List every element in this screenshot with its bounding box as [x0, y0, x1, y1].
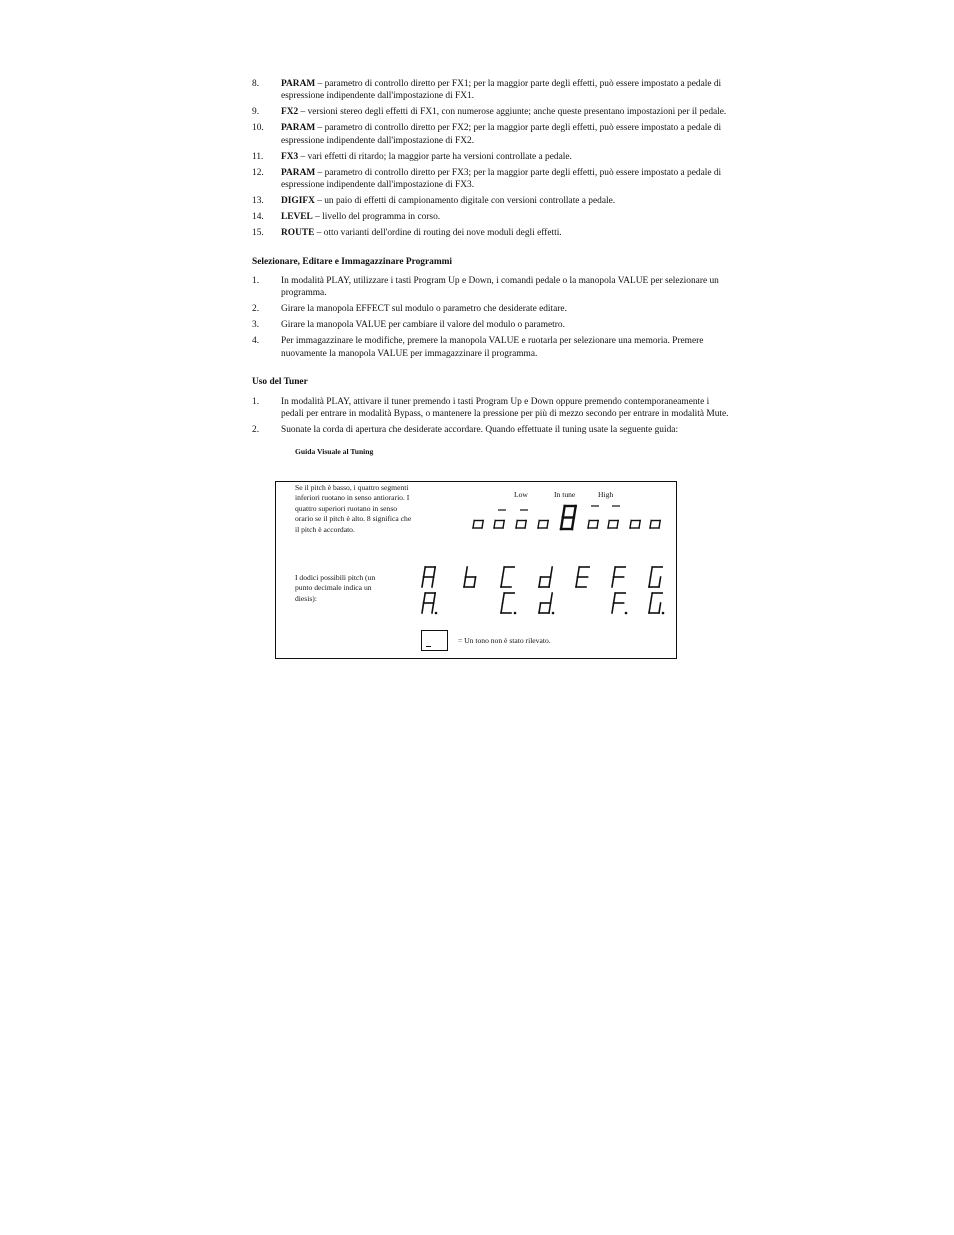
segment-f	[651, 593, 653, 603]
list-item	[252, 227, 732, 239]
segment-f	[614, 567, 616, 577]
segment-c	[503, 521, 504, 529]
list-text: – versioni stereo degli effetti di FX1, con numerose aggiunte; anche queste presentano impostazioni per il pedale.	[298, 107, 727, 118]
segment-c	[549, 577, 551, 587]
segment-f	[651, 567, 653, 577]
list-text: Suonate la corda di apertura che desiderate accordare. Quando effettuate il tuning usate la seguente guida:	[281, 425, 679, 436]
segment-digit-d	[539, 567, 552, 587]
segment-f	[563, 506, 565, 518]
segment-f	[466, 567, 468, 577]
segment-f	[424, 593, 426, 603]
list-item	[252, 335, 732, 360]
segment-e	[539, 577, 541, 587]
label-in-tune: In tune	[554, 490, 576, 499]
tuner-steps	[252, 396, 732, 437]
section-title-programs: Selezionare, Editare e Immagazzinare Programmi	[252, 256, 453, 267]
segment-e	[516, 521, 517, 529]
segment-digit-A	[422, 593, 437, 614]
list-text: Per immagazzinare le modifiche, premere la manopola VALUE e ruotarla per selezionare una memoria. Premere nuovamente la manopola VALUE per immagazzinare il programma.	[281, 336, 704, 359]
segment-digit-box	[608, 521, 618, 529]
segment-e	[608, 521, 609, 529]
segment-b	[551, 593, 553, 603]
list-number: 1.	[252, 396, 260, 407]
section-title-tuner: Uso del Tuner	[252, 377, 308, 388]
list-text: – parametro di controllo diretto per FX3; per la maggior parte degli effetti, può essere impostato a pedale di espressione indipendente dall'impostazione di FX3.	[281, 167, 722, 191]
sharp-dot	[514, 612, 517, 615]
segment-c	[572, 518, 574, 530]
segment-c	[547, 521, 548, 529]
segment-e	[473, 521, 474, 529]
programs-steps	[252, 275, 732, 360]
segment-e	[649, 603, 651, 613]
segment-e	[539, 603, 541, 613]
list-number: 8.	[252, 79, 260, 89]
module-list	[252, 78, 732, 240]
segment-b	[551, 567, 553, 577]
label-low: Low	[514, 490, 528, 499]
segment-f	[503, 593, 505, 603]
sharp-notes-row	[422, 593, 664, 614]
segment-c	[597, 521, 598, 529]
segment-f	[578, 567, 580, 577]
segment-digit-box	[516, 521, 526, 529]
no-tone-display-icon	[421, 630, 448, 651]
segment-e	[561, 518, 563, 530]
segment-digit-F	[612, 567, 625, 587]
list-number: 15.	[252, 228, 264, 239]
list-item	[252, 275, 732, 300]
segment-c	[474, 577, 476, 587]
seven-segment-display	[276, 482, 678, 660]
segment-digit-8	[561, 506, 576, 529]
list-term: LEVEL	[281, 212, 313, 223]
segment-e	[576, 577, 578, 587]
segment-digit-C	[501, 593, 516, 614]
segment-f	[503, 567, 505, 577]
list-item	[252, 167, 732, 192]
list-item	[252, 122, 732, 147]
list-text: – parametro di controllo diretto per FX1; per la maggior parte degli effetti, può essere impostato a pedale di espressione indipendente dall'impostazione di FX1.	[281, 79, 722, 102]
segment-e	[464, 577, 466, 587]
segment-c	[432, 577, 434, 587]
list-item	[252, 303, 732, 315]
guide-note-rotation: Se il pitch è basso, i quattro segmenti inferiori ruotano in senso antiorario. I quattro superiori ruotano in senso orario se il pitch è alto. 8 significa che il pitch è accordato.	[295, 483, 412, 534]
segment-e	[650, 521, 651, 529]
segment-c	[659, 521, 660, 529]
list-item	[252, 396, 732, 421]
list-term: FX3	[281, 151, 299, 162]
segment-digit-E	[576, 567, 589, 587]
list-term: PARAM	[281, 123, 316, 134]
list-number: 3.	[252, 320, 260, 331]
list-text: – vari effetti di ritardo; la maggior parte ha versioni controllate a pedale.	[298, 151, 572, 162]
guide-title: Guida Visuale al Tuning	[295, 447, 374, 457]
segment-e	[588, 521, 589, 529]
list-number: 11.	[252, 151, 264, 162]
list-number: 9.	[252, 107, 260, 118]
segment-e	[501, 577, 503, 587]
list-text: – un paio di effetti di campionamento digitale con versioni controllate a pedale.	[314, 196, 616, 207]
segment-c	[432, 603, 434, 613]
segment-e	[422, 603, 424, 613]
segment-e	[422, 577, 424, 587]
document-page	[252, 78, 732, 465]
list-number: 2.	[252, 425, 260, 436]
list-term: DIGIFX	[281, 196, 315, 207]
segment-e	[649, 577, 651, 587]
segment-digit-box	[494, 521, 504, 529]
segment-digit-b	[464, 567, 476, 587]
list-term: FX2	[281, 107, 299, 118]
segment-e	[538, 521, 539, 529]
segment-digit-box	[538, 521, 548, 529]
list-term: PARAM	[281, 167, 316, 178]
list-number: 4.	[252, 336, 260, 347]
sharp-dot	[625, 612, 628, 615]
segment-c	[659, 577, 661, 587]
list-text: Girare la manopola VALUE per cambiare il valore del modulo o parametro.	[281, 320, 565, 331]
segment-digit-d	[539, 593, 554, 614]
segment-e	[494, 521, 495, 529]
list-item	[252, 195, 732, 207]
segment-c	[549, 603, 551, 613]
list-number: 14.	[252, 212, 264, 223]
list-text: In modalità PLAY, utilizzare i tasti Program Up e Down, i comandi pedale o la manopola VALUE per selezionare un programma.	[281, 276, 719, 299]
list-number: 10.	[252, 123, 264, 134]
segment-b	[574, 506, 576, 518]
list-text: – otto varianti dell'ordine di routing dei nove moduli degli effetti.	[314, 228, 562, 239]
list-item	[252, 78, 732, 103]
segment-c	[659, 603, 661, 613]
segment-digit-box	[630, 521, 640, 529]
segment-b	[434, 567, 436, 577]
list-number: 13.	[252, 196, 264, 207]
sharp-dot	[552, 612, 555, 615]
list-item	[252, 319, 732, 331]
list-text: Girare la manopola EFFECT sul modulo o parametro che desiderate editare.	[281, 304, 567, 315]
list-term: PARAM	[281, 79, 316, 89]
list-item	[252, 424, 732, 436]
segment-digit-C	[501, 567, 514, 587]
no-tone-legend: = Un tono non è stato rilevato.	[458, 636, 551, 645]
tuner-display-row	[473, 506, 660, 529]
segment-b	[434, 593, 436, 603]
list-item	[252, 106, 732, 118]
list-text: – parametro di controllo diretto per FX2; per la maggior parte degli effetti, può essere impostato a pedale di espressione indipendente dall'impostazione di FX2.	[281, 123, 722, 146]
list-number: 12.	[252, 167, 264, 178]
segment-c	[482, 521, 483, 529]
segment-digit-F	[612, 593, 627, 614]
segment-digit-box	[650, 521, 660, 529]
segment-e	[612, 603, 614, 613]
natural-notes-row	[422, 567, 662, 587]
list-item	[252, 151, 732, 163]
segment-e	[612, 577, 614, 587]
list-text: – livello del programma in corso.	[312, 212, 441, 223]
segment-e	[630, 521, 631, 529]
list-item	[252, 211, 732, 223]
segment-f	[614, 593, 616, 603]
list-number: 1.	[252, 276, 260, 287]
tuning-guide-box	[275, 481, 677, 659]
guide-note-pitches: I dodici possibili pitch (un punto decimale indica un diesis):	[295, 573, 376, 603]
segment-e	[501, 603, 503, 613]
sharp-dot	[435, 612, 438, 615]
segment-digit-box	[588, 521, 598, 529]
segment-digit-G	[649, 593, 664, 614]
label-high: High	[598, 490, 614, 499]
segment-digit-G	[649, 567, 662, 587]
segment-digit-A	[422, 567, 435, 587]
segment-c	[639, 521, 640, 529]
segment-c	[525, 521, 526, 529]
segment-c	[617, 521, 618, 529]
list-number: 2.	[252, 304, 260, 315]
segment-digit-box	[473, 521, 483, 529]
list-term: ROUTE	[281, 228, 315, 239]
sharp-dot	[662, 612, 665, 615]
segment-f	[424, 567, 426, 577]
list-text: In modalità PLAY, attivare il tuner premendo i tasti Program Up e Down oppure premendo contemporaneamente i pedali per entrare in modalità Bypass, o mantenere la pressione per più di mezzo secondo per entrare in modalità Mute.	[281, 396, 729, 420]
